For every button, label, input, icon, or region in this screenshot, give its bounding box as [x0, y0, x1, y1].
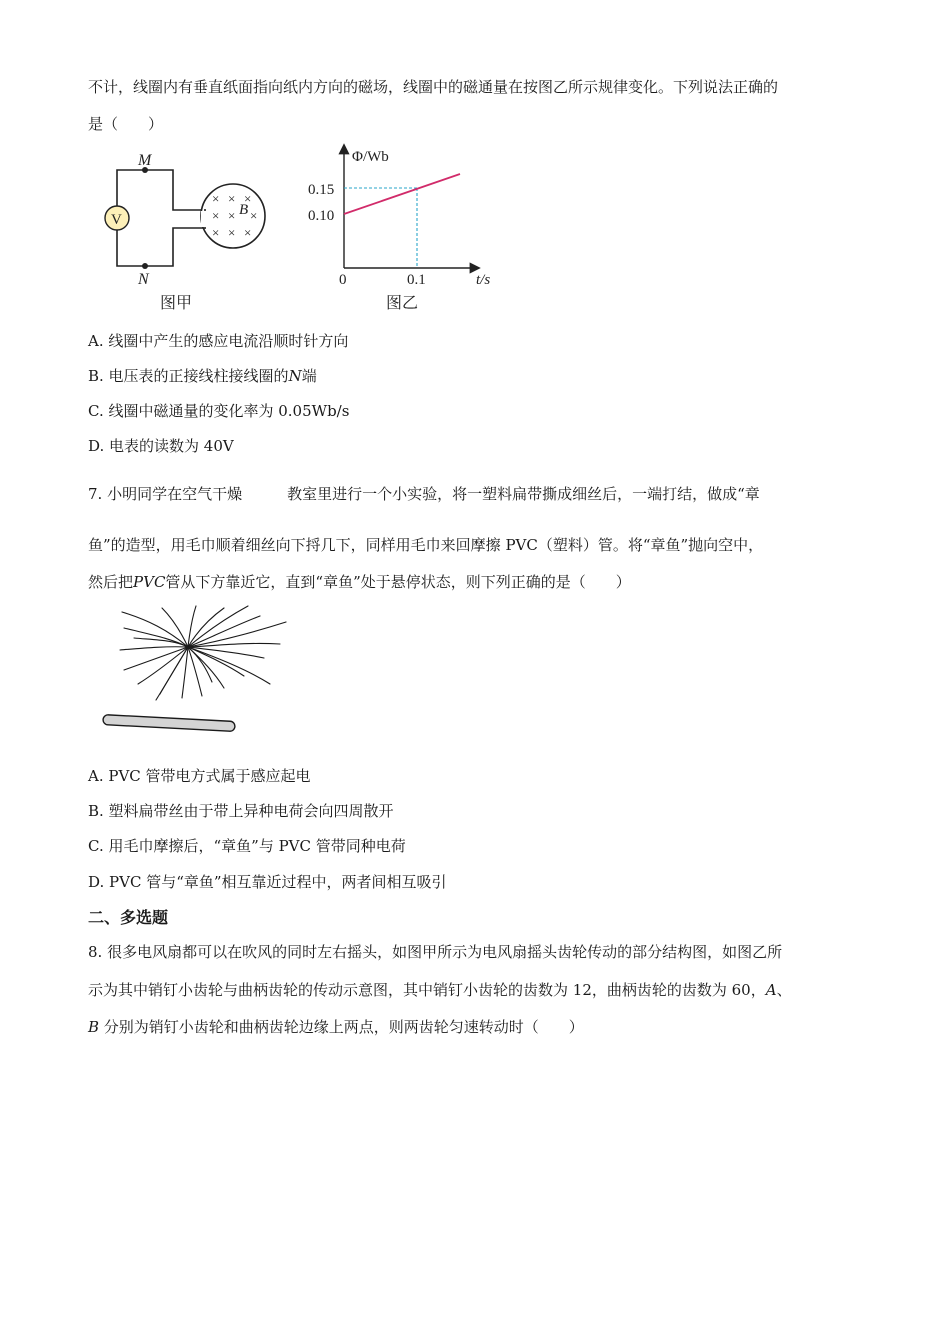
- q6-option-c: C. 线圈中磁通量的变化率为 0.05Wb/s: [88, 402, 350, 420]
- terminal-n-dot: [142, 263, 148, 269]
- q7-stem-line3: [88, 572, 631, 592]
- field-cross: ×: [212, 191, 220, 206]
- label-n: N: [138, 271, 149, 288]
- field-cross: ×: [228, 225, 236, 240]
- y-axis-label: Φ/Wb: [352, 149, 389, 165]
- q7-stem-line3-var: PVC: [133, 573, 166, 591]
- flux-line: [344, 174, 460, 214]
- figure-b-graph: [300, 140, 510, 316]
- figure-b-caption: 图乙: [386, 295, 419, 312]
- figure-a-caption: 图甲: [160, 295, 193, 312]
- q7-stem-line3-a: 然后把: [88, 573, 134, 591]
- field-cross: ×: [250, 208, 258, 223]
- q8-stem-line3-a: 分别为销钉小齿轮和曲柄齿轮边缘上两点，则两齿轮匀速转动时（ ）: [99, 1018, 584, 1036]
- circuit-wire-right: [145, 170, 204, 210]
- tick-y-010: 0.10: [308, 208, 335, 224]
- q7-stem-line2: 鱼”的造型，用毛巾顺着细丝向下捋几下，同样用毛巾来回摩擦 PVC（塑料）管。将“章鱼”抛向空中，: [88, 536, 764, 554]
- circuit-wire-right-lower: [145, 228, 204, 266]
- q7-option-b: B. 塑料扁带丝由于带上异种电荷会向四周散开: [88, 802, 394, 820]
- field-cross: ×: [228, 208, 236, 223]
- field-cross: ×: [244, 191, 252, 206]
- q7-stem-line1: 7. 小明同学在空气干燥 教室里进行一个小实验，将一塑料扁带撕成细丝后，一端打结，做成“章: [88, 485, 760, 503]
- coil-gap-mask: [201, 211, 207, 227]
- x-axis-label: t/s: [476, 272, 491, 288]
- q6-stem-line1: 不计，线圈内有垂直纸面指向纸内方向的磁场，线圈中的磁通量在按图乙所示规律变化。下列说法正确的: [88, 78, 779, 96]
- q6-option-b-end: 端: [301, 367, 317, 385]
- q7-stem-line3-b: 管从下方靠近它，直到“章鱼”处于悬停状态，则下列正确的是（ ）: [165, 573, 631, 591]
- q8-stem-line2-a: 示为其中销钉小齿轮与曲柄齿轮的传动示意图，其中销钉小齿轮的齿数为 12，曲柄齿轮的齿数为 60，: [88, 981, 766, 999]
- pvc-tube-icon: [103, 715, 235, 732]
- q8-stem-line3-var: B: [88, 1018, 100, 1036]
- q6-stem-line2: 是（ ）: [88, 115, 164, 133]
- q7-option-a: A. PVC 管带电方式属于感应起电: [88, 767, 311, 785]
- q8-stem-line2: [88, 980, 792, 1000]
- label-m: M: [138, 152, 152, 169]
- octopus-strands-icon: [120, 606, 286, 700]
- q8-stem-line2-b: 、: [776, 981, 792, 999]
- tick-x-0: 0: [339, 272, 347, 288]
- voltmeter-label: V: [111, 212, 122, 228]
- q7-option-d: D. PVC 管与“章鱼”相互靠近过程中，两者间相互吸引: [88, 873, 447, 891]
- tick-y-015: 0.15: [308, 182, 335, 198]
- q8-stem-line1: 8. 很多电风扇都可以在吹风的同时左右摇头，如图甲所示为电风扇摇头齿轮传动的部分结构图，如图乙所: [88, 943, 783, 961]
- q6-option-b-var: N: [288, 367, 302, 385]
- q6-option-a: A. 线圈中产生的感应电流沿顺时针方向: [88, 332, 349, 350]
- q8-stem-line2-var: A: [765, 981, 777, 999]
- q7-option-c: C. 用毛巾摩擦后，“章鱼”与 PVC 管带同种电荷: [88, 837, 406, 855]
- section-heading: 二、多选题: [88, 908, 169, 927]
- figure-a-circuit: [100, 148, 280, 316]
- field-label-b: B: [239, 202, 249, 218]
- q6-option-d: D. 电表的读数为 40V: [88, 437, 234, 455]
- field-cross: ×: [228, 191, 236, 206]
- figure-octopus-pvc: [98, 600, 298, 746]
- field-cross: ×: [212, 225, 220, 240]
- q6-option-b-text: B. 电压表的正接线柱接线圈的: [88, 367, 289, 385]
- q8-stem-line3: [88, 1017, 584, 1037]
- field-cross: ×: [244, 225, 252, 240]
- q6-option-b: [88, 366, 317, 386]
- tick-x-01: 0.1: [407, 272, 426, 288]
- field-cross: ×: [212, 208, 220, 223]
